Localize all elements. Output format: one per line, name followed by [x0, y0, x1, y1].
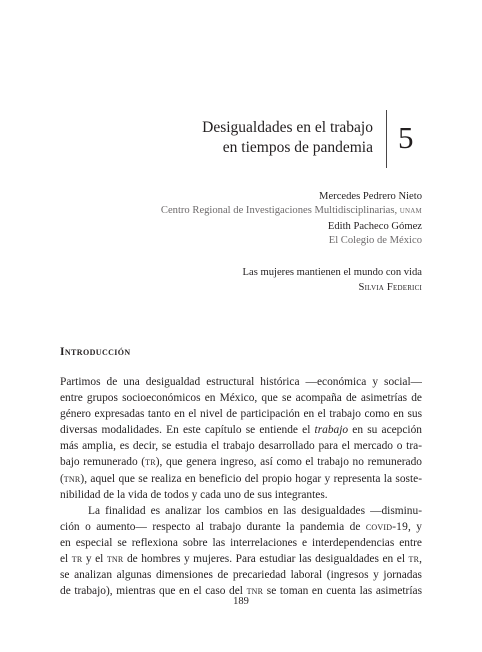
- chapter-divider: [386, 110, 387, 168]
- text-line: en especial se reflexiona sobre las interrelaciones e interdependencias entre: [60, 536, 422, 549]
- text-run: ), que genera ingreso, así como el trabajo no remunerado: [155, 456, 422, 469]
- text-run: ción o aumento— respecto al trabajo durante la pandemia de: [60, 520, 366, 533]
- body-text: [60, 374, 422, 599]
- epigraph-author: Silvia Federici: [358, 281, 422, 293]
- chapter-title-line: en tiempos de pandemia: [222, 139, 373, 156]
- abbreviation: tr: [145, 456, 156, 469]
- text-line: nibilidad de la vida de todos y cada uno de sus integrantes.: [60, 488, 328, 501]
- author-affiliation: El Colegio de México: [328, 234, 422, 246]
- text-line: [60, 454, 422, 470]
- author-name: Mercedes Pedrero Nieto: [319, 191, 422, 202]
- text-line: [60, 471, 422, 487]
- text-run: de trabajo), mientras que en el caso del: [60, 585, 247, 598]
- text-line: se analizan algunas dimensiones de precariedad laboral (ingresos y jornadas: [60, 569, 422, 582]
- text-line: género expresadas tanto en el nivel de participación en el trabajo como en sus: [60, 408, 422, 421]
- epigraph: [243, 266, 422, 295]
- epigraph-quote: Las mujeres mantienen el mundo con vida: [242, 267, 422, 278]
- text-run: el: [60, 553, 72, 566]
- text-run: bajo remunerado (: [60, 456, 146, 469]
- emphasis-text: trabajo: [314, 424, 349, 437]
- chapter-title-line: Desigualdades en el trabajo: [202, 119, 373, 136]
- author-block: [161, 190, 422, 250]
- author-name: Edith Pacheco Gómez: [327, 221, 422, 233]
- chapter-header: [60, 110, 422, 170]
- text-line: [60, 551, 422, 567]
- text-line: [60, 519, 422, 535]
- page-number: 189: [233, 596, 249, 607]
- text-run: y el: [82, 553, 107, 566]
- abbreviation: tr: [408, 553, 420, 566]
- text-run: diversas modalidades. En este capítulo se entiende el: [60, 424, 315, 437]
- text-line: entre grupos socioeconómicos en México, que se acompaña de asimetrías de: [60, 392, 422, 405]
- abbreviation: covid-19: [365, 520, 408, 533]
- author-affiliation: [161, 204, 422, 218]
- abbreviation: tnr: [106, 553, 124, 566]
- text-line: más amplia, es decir, se estudia el trabajo desarrollado para el mercado o tra-: [60, 440, 422, 453]
- text-line: La finalidad es analizar los cambios en las desigualdades —disminu-: [88, 504, 422, 517]
- abbreviation: tnr: [63, 472, 81, 485]
- chapter-title: [113, 118, 373, 158]
- chapter-number: 5: [398, 120, 414, 155]
- text-run: de hombres y mujeres. Para estudiar las desigualdades en el: [123, 553, 409, 566]
- text-run: , y: [407, 520, 422, 533]
- affiliation-text: Centro Regional de Investigaciones Multidisciplinarias,: [160, 204, 400, 216]
- abbreviation: tr: [71, 553, 83, 566]
- text-run: ), aquel que se realiza en beneficio del propio hogar y representa la soste-: [80, 472, 422, 485]
- affiliation-abbreviation: unam: [399, 204, 422, 216]
- text-run: en su acepción: [348, 424, 422, 437]
- text-run: ,: [419, 553, 422, 566]
- text-run: se toman en cuenta las asimetrías: [263, 585, 422, 598]
- text-run: (: [60, 472, 64, 485]
- section-heading: Introducción: [60, 346, 131, 358]
- text-line: Partimos de una desigualdad estructural histórica —económica y social—: [60, 376, 422, 388]
- text-line: [60, 422, 422, 438]
- abbreviation: tnr: [246, 585, 264, 598]
